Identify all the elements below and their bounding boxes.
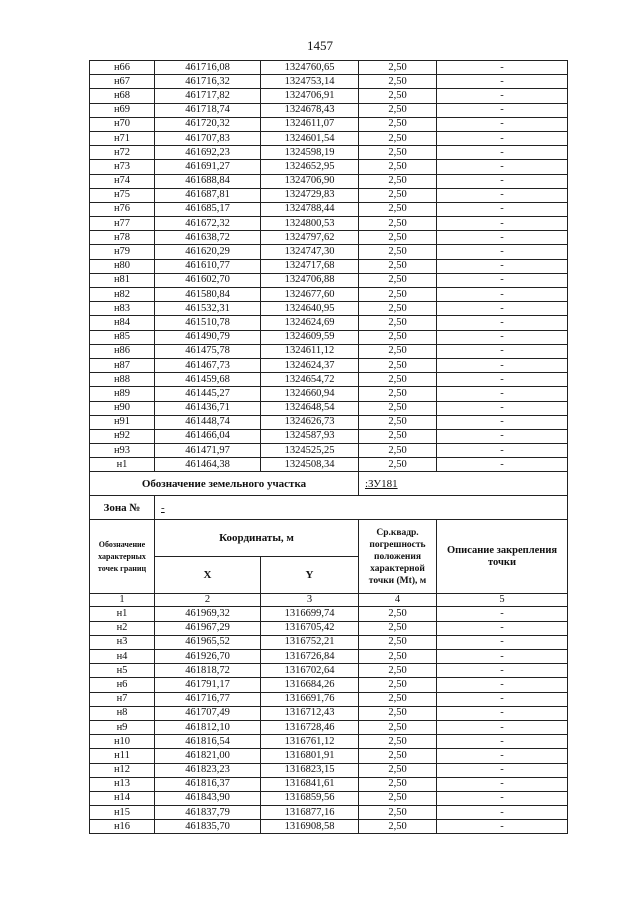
- coord-x: 461823,23: [155, 763, 261, 777]
- accuracy-value: 2,50: [359, 692, 437, 706]
- table-row: [90, 692, 568, 706]
- fixation-description: -: [437, 635, 568, 649]
- table-row: [90, 231, 568, 245]
- coord-x: 461685,17: [155, 202, 261, 216]
- point-id: н82: [90, 288, 155, 302]
- table-row: [90, 288, 568, 302]
- accuracy-value: 2,50: [359, 635, 437, 649]
- coord-y: 1316702,64: [261, 664, 359, 678]
- header-x: X: [155, 557, 261, 594]
- table-row: [90, 735, 568, 749]
- accuracy-value: 2,50: [359, 174, 437, 188]
- table-row: [90, 777, 568, 791]
- coord-x: 461707,83: [155, 131, 261, 145]
- fixation-description: -: [437, 749, 568, 763]
- coord-y: 1316699,74: [261, 607, 359, 621]
- table-row: [90, 415, 568, 429]
- table-row: [90, 146, 568, 160]
- coord-x: 461718,74: [155, 103, 261, 117]
- table-row: [90, 791, 568, 805]
- coord-y: 1316684,26: [261, 678, 359, 692]
- fixation-description: -: [437, 174, 568, 188]
- coord-y: 1324706,88: [261, 273, 359, 287]
- coordinates-table: [89, 60, 568, 834]
- accuracy-value: 2,50: [359, 820, 437, 834]
- coord-x: 461791,17: [155, 678, 261, 692]
- coord-y: 1324788,44: [261, 202, 359, 216]
- point-id: н84: [90, 316, 155, 330]
- point-id: н72: [90, 146, 155, 160]
- coord-x: 461818,72: [155, 664, 261, 678]
- table-row: [90, 117, 568, 131]
- coord-y: 1324587,93: [261, 429, 359, 443]
- coord-y: 1324525,25: [261, 444, 359, 458]
- point-id: н67: [90, 75, 155, 89]
- coord-y: 1316705,42: [261, 621, 359, 635]
- accuracy-value: 2,50: [359, 664, 437, 678]
- header-description: Описание закрепления точки: [437, 520, 568, 594]
- table-row: [90, 344, 568, 358]
- table-row: [90, 373, 568, 387]
- fixation-description: -: [437, 231, 568, 245]
- coord-x: 461812,10: [155, 720, 261, 734]
- table-row: [90, 330, 568, 344]
- coord-x: 461835,70: [155, 820, 261, 834]
- coord-x: 461466,04: [155, 429, 261, 443]
- accuracy-value: 2,50: [359, 103, 437, 117]
- fixation-description: -: [437, 316, 568, 330]
- point-id: н1: [90, 607, 155, 621]
- fixation-description: -: [437, 692, 568, 706]
- table-row: [90, 763, 568, 777]
- table-row: [90, 259, 568, 273]
- coord-y: 1316823,15: [261, 763, 359, 777]
- accuracy-value: 2,50: [359, 777, 437, 791]
- point-id: н75: [90, 188, 155, 202]
- fixation-description: -: [437, 160, 568, 174]
- coord-y: 1324729,83: [261, 188, 359, 202]
- point-id: н5: [90, 664, 155, 678]
- accuracy-value: 2,50: [359, 720, 437, 734]
- table-row: [90, 61, 568, 75]
- point-id: н73: [90, 160, 155, 174]
- fixation-description: -: [437, 373, 568, 387]
- coord-x: 461602,70: [155, 273, 261, 287]
- coord-x: 461967,29: [155, 621, 261, 635]
- fixation-description: -: [437, 621, 568, 635]
- accuracy-value: 2,50: [359, 217, 437, 231]
- parcel-section: [90, 472, 568, 607]
- accuracy-value: 2,50: [359, 61, 437, 75]
- point-id: н85: [90, 330, 155, 344]
- point-id: н91: [90, 415, 155, 429]
- coord-x: 461580,84: [155, 288, 261, 302]
- coord-x: 461620,29: [155, 245, 261, 259]
- table-row: [90, 103, 568, 117]
- accuracy-value: 2,50: [359, 735, 437, 749]
- coord-y: 1324611,07: [261, 117, 359, 131]
- fixation-description: -: [437, 791, 568, 805]
- coord-y: 1324624,69: [261, 316, 359, 330]
- coord-x: 461837,79: [155, 806, 261, 820]
- point-id: н74: [90, 174, 155, 188]
- accuracy-value: 2,50: [359, 706, 437, 720]
- fixation-description: -: [437, 735, 568, 749]
- fixation-description: -: [437, 273, 568, 287]
- coord-x: 461717,82: [155, 89, 261, 103]
- table-row: [90, 429, 568, 443]
- accuracy-value: 2,50: [359, 401, 437, 415]
- coord-x: 461687,81: [155, 188, 261, 202]
- coord-x: 461475,78: [155, 344, 261, 358]
- accuracy-value: 2,50: [359, 330, 437, 344]
- coord-y: 1324601,54: [261, 131, 359, 145]
- fixation-description: -: [437, 146, 568, 160]
- fixation-description: -: [437, 202, 568, 216]
- fixation-description: -: [437, 288, 568, 302]
- fixation-description: -: [437, 131, 568, 145]
- table-row: [90, 188, 568, 202]
- accuracy-value: 2,50: [359, 791, 437, 805]
- accuracy-value: 2,50: [359, 160, 437, 174]
- table-row: [90, 302, 568, 316]
- header-accuracy: Ср.квадр. погрешность положения характерной точки (Mt), м: [359, 520, 437, 594]
- coord-x: 461716,32: [155, 75, 261, 89]
- coord-y: 1316859,56: [261, 791, 359, 805]
- point-id: н16: [90, 820, 155, 834]
- fixation-description: -: [437, 820, 568, 834]
- col-num: 1: [90, 594, 155, 607]
- point-id: н9: [90, 720, 155, 734]
- point-id: н71: [90, 131, 155, 145]
- table-row: [90, 316, 568, 330]
- coord-y: 1316712,43: [261, 706, 359, 720]
- coord-y: 1316761,12: [261, 735, 359, 749]
- accuracy-value: 2,50: [359, 415, 437, 429]
- fixation-description: -: [437, 188, 568, 202]
- coord-x: 461448,74: [155, 415, 261, 429]
- fixation-description: -: [437, 401, 568, 415]
- fixation-description: -: [437, 720, 568, 734]
- table-row: [90, 621, 568, 635]
- bottom-rows: [90, 607, 568, 834]
- fixation-description: -: [437, 806, 568, 820]
- fixation-description: -: [437, 259, 568, 273]
- point-id: н70: [90, 117, 155, 131]
- coord-y: 1316877,16: [261, 806, 359, 820]
- table-row: [90, 160, 568, 174]
- coord-x: 461691,27: [155, 160, 261, 174]
- zone-row: [90, 496, 568, 520]
- coord-x: 461672,32: [155, 217, 261, 231]
- accuracy-value: 2,50: [359, 607, 437, 621]
- accuracy-value: 2,50: [359, 288, 437, 302]
- coord-y: 1316691,76: [261, 692, 359, 706]
- coord-y: 1324648,54: [261, 401, 359, 415]
- point-id: н88: [90, 373, 155, 387]
- table-row: [90, 650, 568, 664]
- coord-x: 461471,97: [155, 444, 261, 458]
- fixation-description: -: [437, 387, 568, 401]
- accuracy-value: 2,50: [359, 806, 437, 820]
- coord-x: 461490,79: [155, 330, 261, 344]
- point-id: н92: [90, 429, 155, 443]
- fixation-description: -: [437, 61, 568, 75]
- fixation-description: -: [437, 777, 568, 791]
- coord-x: 461716,08: [155, 61, 261, 75]
- table-row: [90, 458, 568, 472]
- column-numbers-row: [90, 594, 568, 607]
- point-id: н66: [90, 61, 155, 75]
- accuracy-value: 2,50: [359, 458, 437, 472]
- zone-value: -: [155, 496, 568, 520]
- table-row: [90, 358, 568, 372]
- accuracy-value: 2,50: [359, 316, 437, 330]
- header-points: Обозначение характерных точек границ: [90, 520, 155, 594]
- accuracy-value: 2,50: [359, 245, 437, 259]
- coord-x: 461692,23: [155, 146, 261, 160]
- table-row: [90, 131, 568, 145]
- fixation-description: -: [437, 458, 568, 472]
- coord-y: 1316841,61: [261, 777, 359, 791]
- accuracy-value: 2,50: [359, 259, 437, 273]
- point-id: н14: [90, 791, 155, 805]
- table-row: [90, 217, 568, 231]
- point-id: н69: [90, 103, 155, 117]
- coord-y: 1324800,53: [261, 217, 359, 231]
- coord-y: 1324706,90: [261, 174, 359, 188]
- point-id: н12: [90, 763, 155, 777]
- header-row: [90, 520, 568, 557]
- coord-y: 1324717,68: [261, 259, 359, 273]
- accuracy-value: 2,50: [359, 131, 437, 145]
- accuracy-value: 2,50: [359, 444, 437, 458]
- coord-y: 1324660,94: [261, 387, 359, 401]
- table-row: [90, 607, 568, 621]
- coord-y: 1324626,73: [261, 415, 359, 429]
- table-row: [90, 820, 568, 834]
- table-row: [90, 273, 568, 287]
- fixation-description: -: [437, 302, 568, 316]
- coord-y: 1324609,59: [261, 330, 359, 344]
- fixation-description: -: [437, 75, 568, 89]
- table-row: [90, 806, 568, 820]
- coord-y: 1324760,65: [261, 61, 359, 75]
- coord-x: 461459,68: [155, 373, 261, 387]
- coord-x: 461816,54: [155, 735, 261, 749]
- accuracy-value: 2,50: [359, 146, 437, 160]
- page-number: 1457: [307, 38, 333, 53]
- point-id: н4: [90, 650, 155, 664]
- top-rows: [90, 61, 568, 472]
- parcel-value: :ЗУ181: [359, 472, 568, 496]
- table-row: [90, 749, 568, 763]
- coord-x: 461467,73: [155, 358, 261, 372]
- accuracy-value: 2,50: [359, 188, 437, 202]
- coord-y: 1324678,43: [261, 103, 359, 117]
- coord-y: 1324753,14: [261, 75, 359, 89]
- coord-x: 461707,49: [155, 706, 261, 720]
- fixation-description: -: [437, 358, 568, 372]
- coord-y: 1324508,34: [261, 458, 359, 472]
- coord-y: 1324652,95: [261, 160, 359, 174]
- point-id: н15: [90, 806, 155, 820]
- point-id: н86: [90, 344, 155, 358]
- header-y: Y: [261, 557, 359, 594]
- point-id: н68: [90, 89, 155, 103]
- point-id: н83: [90, 302, 155, 316]
- parcel-label: Обозначение земельного участка: [90, 472, 359, 496]
- table-row: [90, 202, 568, 216]
- coord-y: 1324654,72: [261, 373, 359, 387]
- accuracy-value: 2,50: [359, 358, 437, 372]
- point-id: н10: [90, 735, 155, 749]
- fixation-description: -: [437, 664, 568, 678]
- point-id: н90: [90, 401, 155, 415]
- point-id: н80: [90, 259, 155, 273]
- point-id: н3: [90, 635, 155, 649]
- accuracy-value: 2,50: [359, 429, 437, 443]
- table-row: [90, 245, 568, 259]
- point-id: н8: [90, 706, 155, 720]
- fixation-description: -: [437, 706, 568, 720]
- coord-x: 461965,52: [155, 635, 261, 649]
- coord-y: 1316726,84: [261, 650, 359, 664]
- coord-x: 461720,32: [155, 117, 261, 131]
- coord-y: 1324706,91: [261, 89, 359, 103]
- coord-x: 461821,00: [155, 749, 261, 763]
- coord-y: 1324598,19: [261, 146, 359, 160]
- coord-y: 1316908,58: [261, 820, 359, 834]
- table-row: [90, 720, 568, 734]
- table-row: [90, 664, 568, 678]
- table-row: [90, 174, 568, 188]
- fixation-description: -: [437, 103, 568, 117]
- coord-y: 1324747,30: [261, 245, 359, 259]
- coord-y: 1324624,37: [261, 358, 359, 372]
- coord-x: 461638,72: [155, 231, 261, 245]
- point-id: н77: [90, 217, 155, 231]
- accuracy-value: 2,50: [359, 273, 437, 287]
- point-id: н76: [90, 202, 155, 216]
- fixation-description: -: [437, 650, 568, 664]
- accuracy-value: 2,50: [359, 302, 437, 316]
- fixation-description: -: [437, 444, 568, 458]
- fixation-description: -: [437, 763, 568, 777]
- point-id: н1: [90, 458, 155, 472]
- zone-label: Зона №: [90, 496, 155, 520]
- fixation-description: -: [437, 330, 568, 344]
- fixation-description: -: [437, 217, 568, 231]
- col-num: 5: [437, 594, 568, 607]
- accuracy-value: 2,50: [359, 202, 437, 216]
- col-num: 3: [261, 594, 359, 607]
- coord-x: 461532,31: [155, 302, 261, 316]
- coord-y: 1324611,12: [261, 344, 359, 358]
- coord-x: 461510,78: [155, 316, 261, 330]
- fixation-description: -: [437, 344, 568, 358]
- coord-x: 461969,32: [155, 607, 261, 621]
- point-id: н89: [90, 387, 155, 401]
- coord-x: 461464,38: [155, 458, 261, 472]
- accuracy-value: 2,50: [359, 75, 437, 89]
- coord-x: 461436,71: [155, 401, 261, 415]
- fixation-description: -: [437, 245, 568, 259]
- table-row: [90, 635, 568, 649]
- accuracy-value: 2,50: [359, 89, 437, 103]
- fixation-description: -: [437, 678, 568, 692]
- table-row: [90, 387, 568, 401]
- coord-y: 1316752,21: [261, 635, 359, 649]
- fixation-description: -: [437, 415, 568, 429]
- accuracy-value: 2,50: [359, 650, 437, 664]
- point-id: н6: [90, 678, 155, 692]
- accuracy-value: 2,50: [359, 387, 437, 401]
- accuracy-value: 2,50: [359, 344, 437, 358]
- accuracy-value: 2,50: [359, 373, 437, 387]
- table-row: [90, 444, 568, 458]
- point-id: н81: [90, 273, 155, 287]
- fixation-description: -: [437, 429, 568, 443]
- accuracy-value: 2,50: [359, 763, 437, 777]
- fixation-description: -: [437, 117, 568, 131]
- parcel-row: [90, 472, 568, 496]
- accuracy-value: 2,50: [359, 749, 437, 763]
- coord-y: 1316728,46: [261, 720, 359, 734]
- accuracy-value: 2,50: [359, 117, 437, 131]
- accuracy-value: 2,50: [359, 678, 437, 692]
- table-row: [90, 706, 568, 720]
- coord-x: 461926,70: [155, 650, 261, 664]
- coord-x: 461816,37: [155, 777, 261, 791]
- col-num: 2: [155, 594, 261, 607]
- fixation-description: -: [437, 89, 568, 103]
- col-num: 4: [359, 594, 437, 607]
- point-id: н79: [90, 245, 155, 259]
- fixation-description: -: [437, 607, 568, 621]
- accuracy-value: 2,50: [359, 231, 437, 245]
- coord-x: 461843,90: [155, 791, 261, 805]
- point-id: н93: [90, 444, 155, 458]
- coord-y: 1324797,62: [261, 231, 359, 245]
- point-id: н7: [90, 692, 155, 706]
- point-id: н13: [90, 777, 155, 791]
- coord-x: 461716,77: [155, 692, 261, 706]
- point-id: н11: [90, 749, 155, 763]
- coord-y: 1324677,60: [261, 288, 359, 302]
- table-row: [90, 89, 568, 103]
- point-id: н78: [90, 231, 155, 245]
- point-id: н87: [90, 358, 155, 372]
- coord-x: 461445,27: [155, 387, 261, 401]
- header-coords: Координаты, м: [155, 520, 359, 557]
- coord-x: 461610,77: [155, 259, 261, 273]
- accuracy-value: 2,50: [359, 621, 437, 635]
- point-id: н2: [90, 621, 155, 635]
- coord-y: 1316801,91: [261, 749, 359, 763]
- coord-y: 1324640,95: [261, 302, 359, 316]
- table-row: [90, 678, 568, 692]
- table-row: [90, 75, 568, 89]
- coord-x: 461688,84: [155, 174, 261, 188]
- table-row: [90, 401, 568, 415]
